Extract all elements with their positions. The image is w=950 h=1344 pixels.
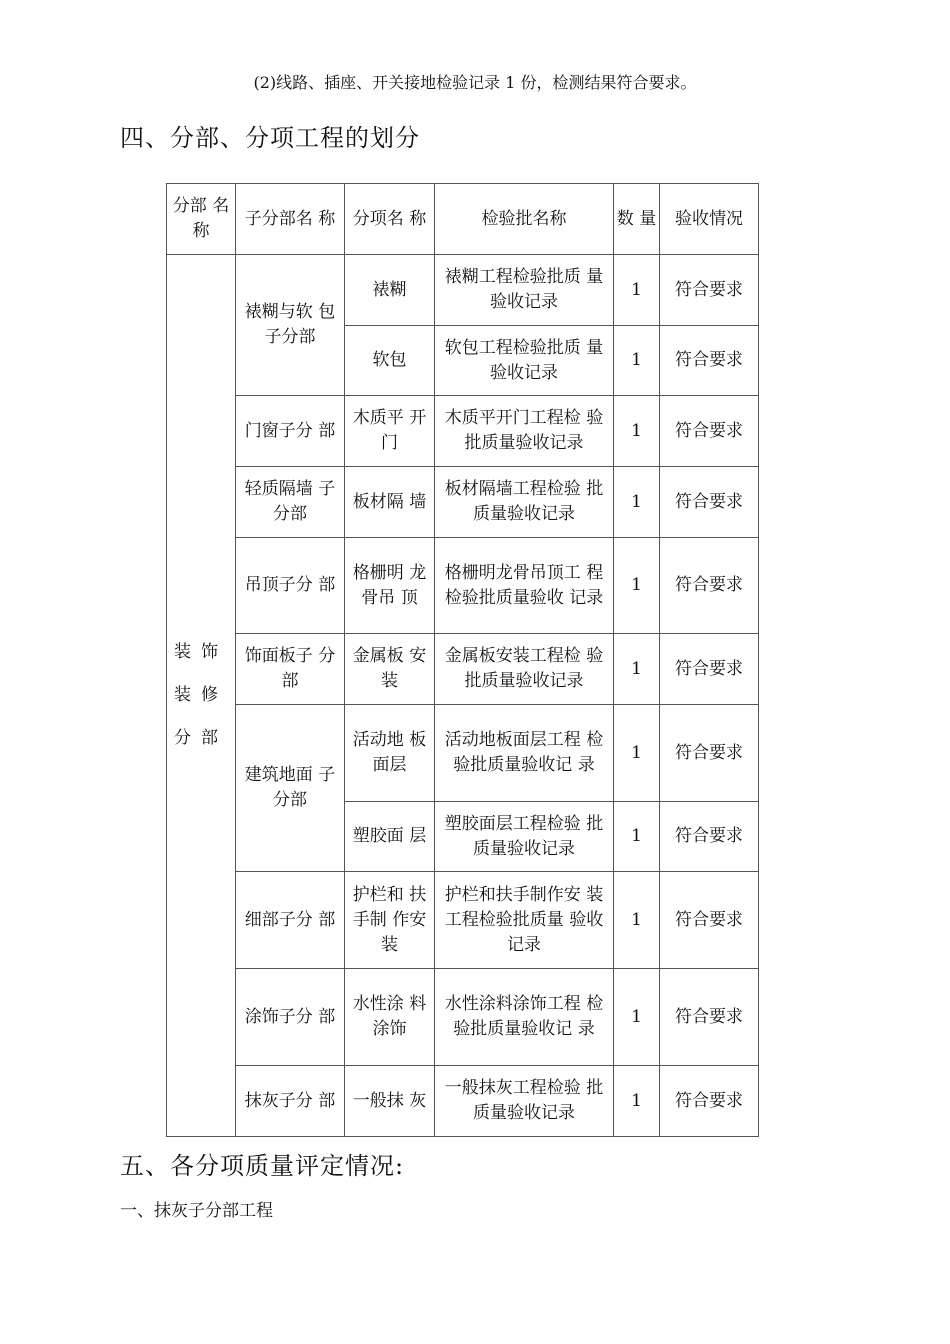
item-cell: 水性涂 料涂饰 — [345, 969, 435, 1066]
result-cell: 符合要求 — [660, 396, 759, 467]
result-cell: 符合要求 — [660, 634, 759, 705]
result-cell: 符合要求 — [660, 1066, 759, 1137]
batch-cell: 木质平开门工程检 验批质量验收记录 — [435, 396, 614, 467]
result-cell: 符合要求 — [660, 872, 759, 969]
division-name-cell: 装饰 装修 分部 — [167, 255, 236, 1137]
sub-division-cell: 涂饰子分 部 — [236, 969, 345, 1066]
table-row — [167, 969, 759, 1066]
division-table — [166, 183, 759, 1137]
qty-cell: 1 — [614, 396, 660, 467]
batch-cell: 水性涂料涂饰工程 检验批质量验收记 录 — [435, 969, 614, 1066]
header-row — [167, 184, 759, 255]
item-cell: 一般抹 灰 — [345, 1066, 435, 1137]
header-result: 验收情况 — [660, 184, 759, 255]
table-row — [167, 705, 759, 802]
header-division: 分部 名称 — [167, 184, 236, 255]
qty-cell: 1 — [614, 705, 660, 802]
item-cell: 金属板 安装 — [345, 634, 435, 705]
qty-cell: 1 — [614, 326, 660, 396]
batch-cell: 活动地板面层工程 检验批质量验收记 录 — [435, 705, 614, 802]
result-cell: 符合要求 — [660, 705, 759, 802]
sub-division-cell: 门窗子分 部 — [236, 396, 345, 467]
table-row — [167, 1066, 759, 1137]
qty-cell: 1 — [614, 467, 660, 538]
table-row — [167, 255, 759, 326]
table-row — [167, 872, 759, 969]
sub-division-cell: 细部子分 部 — [236, 872, 345, 969]
sub-division-cell: 抹灰子分 部 — [236, 1066, 345, 1137]
item-cell: 木质平 开门 — [345, 396, 435, 467]
item-cell: 护栏和 扶手制 作安装 — [345, 872, 435, 969]
batch-cell: 格栅明龙骨吊顶工 程检验批质量验收 记录 — [435, 538, 614, 634]
header-sub-division: 子分部名 称 — [236, 184, 345, 255]
batch-cell: 一般抹灰工程检验 批质量验收记录 — [435, 1066, 614, 1137]
result-cell: 符合要求 — [660, 255, 759, 326]
table-row — [167, 467, 759, 538]
table-row — [167, 396, 759, 467]
batch-cell: 护栏和扶手制作安 装工程检验批质量 验收记录 — [435, 872, 614, 969]
table-row — [167, 634, 759, 705]
sub-division-cell: 轻质隔墙 子分部 — [236, 467, 345, 538]
item-cell: 塑胶面 层 — [345, 802, 435, 872]
qty-cell: 1 — [614, 255, 660, 326]
batch-cell: 软包工程检验批质 量验收记录 — [435, 326, 614, 396]
section-5-heading: 五、各分项质量评定情况: — [120, 1152, 405, 1180]
qty-cell: 1 — [614, 872, 660, 969]
subsection-heading: 一、抹灰子分部工程 — [120, 1201, 273, 1221]
batch-cell: 金属板安装工程检 验批质量验收记录 — [435, 634, 614, 705]
batch-cell: 裱糊工程检验批质 量验收记录 — [435, 255, 614, 326]
sub-division-cell: 建筑地面 子分部 — [236, 705, 345, 872]
item-cell: 格栅明 龙骨吊 顶 — [345, 538, 435, 634]
qty-cell: 1 — [614, 802, 660, 872]
item-cell: 活动地 板面层 — [345, 705, 435, 802]
header-batch: 检验批名称 — [435, 184, 614, 255]
qty-cell: 1 — [614, 634, 660, 705]
qty-cell: 1 — [614, 538, 660, 634]
batch-cell: 塑胶面层工程检验 批质量验收记录 — [435, 802, 614, 872]
result-cell: 符合要求 — [660, 538, 759, 634]
batch-cell: 板材隔墙工程检验 批质量验收记录 — [435, 467, 614, 538]
result-cell: 符合要求 — [660, 969, 759, 1066]
item-cell: 板材隔 墙 — [345, 467, 435, 538]
item-cell: 裱糊 — [345, 255, 435, 326]
table-row — [167, 538, 759, 634]
sub-division-cell: 饰面板子 分部 — [236, 634, 345, 705]
item-cell: 软包 — [345, 326, 435, 396]
header-item: 分项名 称 — [345, 184, 435, 255]
sub-division-cell: 吊顶子分 部 — [236, 538, 345, 634]
result-cell: 符合要求 — [660, 802, 759, 872]
result-cell: 符合要求 — [660, 467, 759, 538]
qty-cell: 1 — [614, 1066, 660, 1137]
header-qty: 数 量 — [614, 184, 660, 255]
result-cell: 符合要求 — [660, 326, 759, 396]
intro-paragraph: (2)线路、插座、开关接地检验记录 1 份，检测结果符合要求。 — [253, 73, 697, 92]
qty-cell: 1 — [614, 969, 660, 1066]
sub-division-cell: 裱糊与软 包子分部 — [236, 255, 345, 396]
section-4-heading: 四、分部、分项工程的划分 — [120, 124, 420, 152]
